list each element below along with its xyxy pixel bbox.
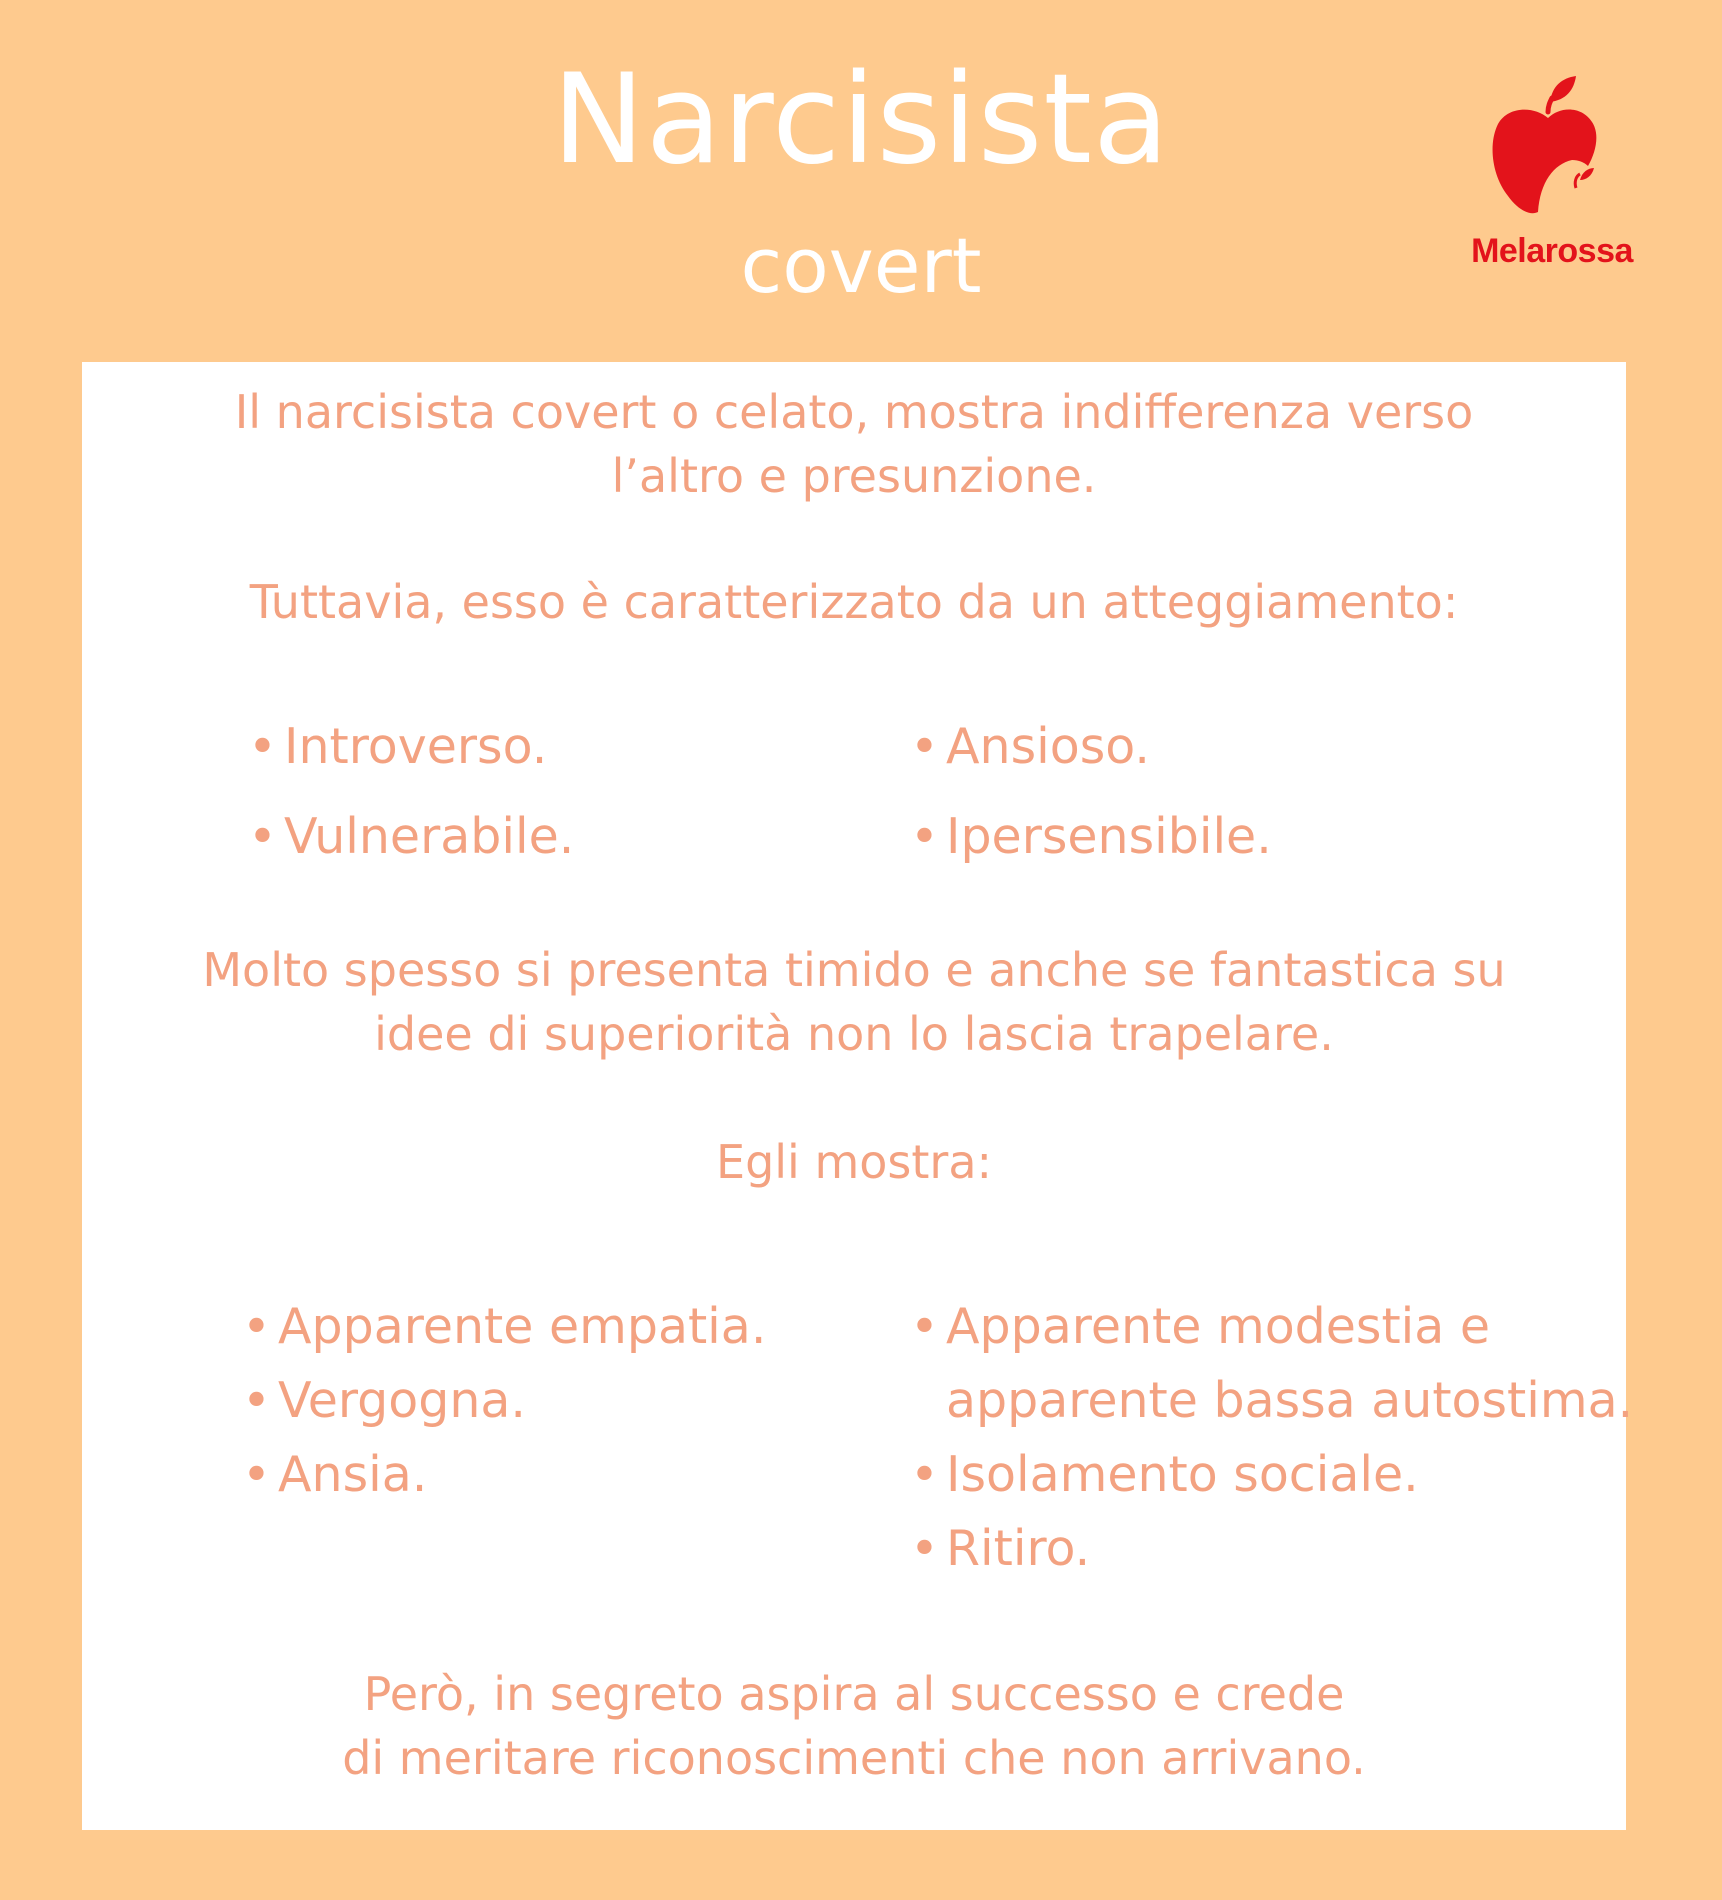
apple-icon [1488, 72, 1608, 222]
closing-paragraph [82, 1662, 1626, 1790]
shy-paragraph [82, 938, 1626, 1066]
list-item: • Ansioso. [910, 702, 1272, 792]
list-item: • Vulnerabile. [248, 792, 574, 882]
list-item: • Introverso. [248, 702, 574, 792]
intro-paragraph [82, 380, 1626, 508]
shy-line-1: Molto spesso si presenta timido e anche se fantastica su [202, 943, 1506, 997]
list-item: • Isolamento sociale. [910, 1438, 1633, 1512]
attitude-list-left [248, 702, 574, 882]
closing-line-1: Però, in segreto aspira al successo e crede [363, 1667, 1345, 1721]
intro-line-1: Il narcisista covert o celato, mostra indifferenza verso [234, 385, 1474, 439]
page-subtitle: covert [740, 221, 982, 310]
list-item: • Ansia. [242, 1438, 766, 1512]
brand-name: Melarossa [1471, 232, 1633, 270]
list-item-line-1: • Apparente modestia e [946, 1298, 1491, 1355]
melarossa-logo [1452, 72, 1652, 282]
list-item-line-2: apparente bassa autostima. [946, 1372, 1634, 1429]
content-card [82, 362, 1634, 1830]
shows-list-right [910, 1290, 1633, 1586]
attitude-heading: Tuttavia, esso è caratterizzato da un atteggiamento: [249, 575, 1459, 629]
intro-line-2: l’altro e presunzione. [611, 449, 1097, 503]
list-item [910, 1290, 1633, 1438]
list-item: • Ipersensibile. [910, 792, 1272, 882]
attitude-list-right [910, 702, 1272, 882]
list-item: • Apparente empatia. [242, 1290, 766, 1364]
closing-line-2: di meritare riconoscimenti che non arrivano. [342, 1731, 1366, 1785]
shy-line-2: idee di superiorità non lo lascia trapelare. [374, 1007, 1334, 1061]
list-item: • Ritiro. [910, 1512, 1633, 1586]
shows-list-left [242, 1290, 766, 1512]
shows-heading: Egli mostra: [716, 1135, 992, 1189]
list-item: • Vergogna. [242, 1364, 766, 1438]
page-title: Narcisista [552, 48, 1170, 192]
